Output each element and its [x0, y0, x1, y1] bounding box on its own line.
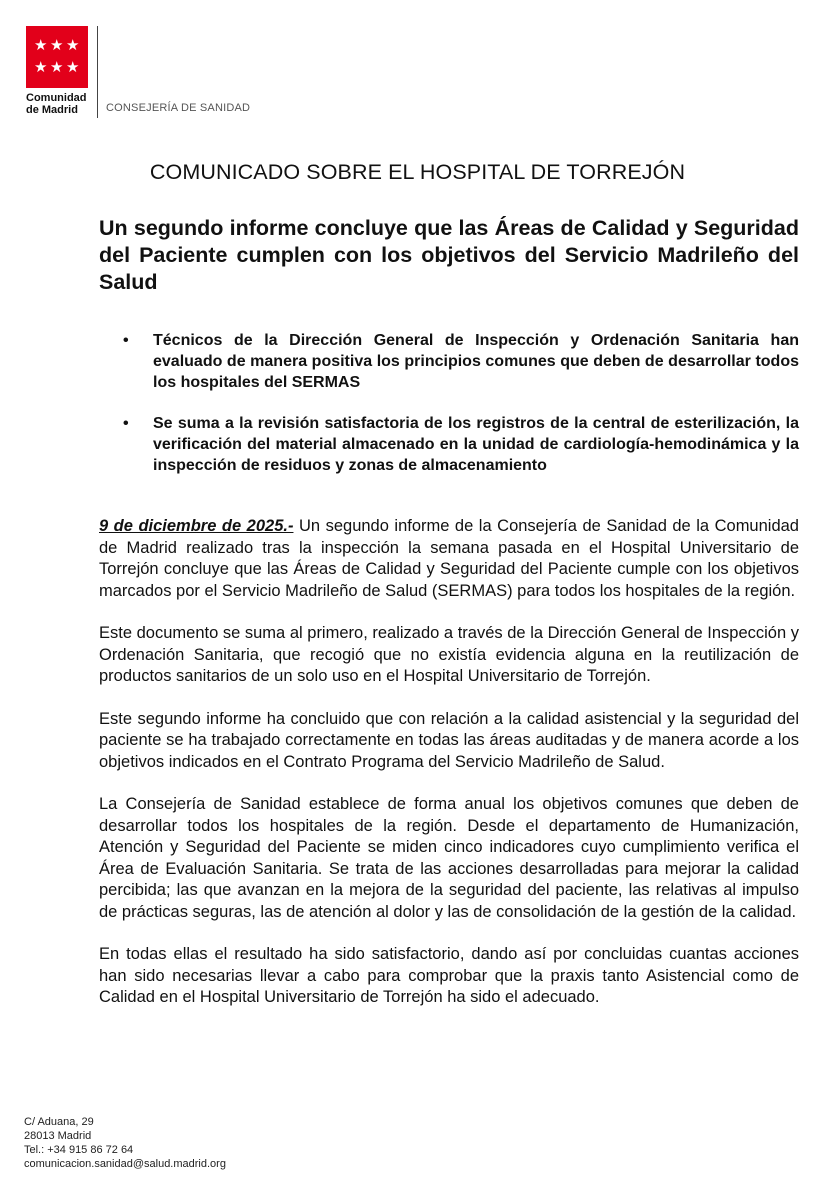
press-date: 9 de diciembre de 2025.-: [99, 517, 294, 535]
footer-city: 28013 Madrid: [24, 1130, 92, 1142]
paragraph-2: Este documento se suma al primero, realizado a través de la Dirección General de Inspección y Ordenación Sanitaria, que recogió que no existía evidencia alguna en la reutilización de productos sanitarios de un solo uso en el Hospital Universitario de Torrejón.: [99, 624, 799, 685]
paragraph-3: Este segundo informe ha concluido que con relación a la calidad asistencial y la seguridad del paciente se ha trabajado correctamente en todas las áreas auditadas y de manera acorde a los objetivos indicados en el Contrato Programa del Servicio Madrileño de Salud.: [99, 709, 799, 771]
header-divider: [97, 26, 98, 118]
document-body: [99, 516, 799, 1030]
logo-text: [26, 92, 90, 116]
bullet-icon: •: [123, 415, 129, 432]
summary-bullets: [123, 330, 799, 496]
bullet-item: [123, 330, 799, 393]
bullet-text: Técnicos de la Dirección General de Inspección y Ordenación Sanitaria han evaluado de manera positiva los principios comunes que deben de desarrollar todos los hospitales del SERMAS: [153, 332, 799, 391]
comunidad-madrid-logo: [26, 26, 90, 116]
footer-address: C/ Aduana, 29: [24, 1116, 94, 1128]
logo-line-2: de Madrid: [26, 104, 78, 116]
footer-contact: [24, 1115, 226, 1171]
headline: Un segundo informe concluye que las Áreas de Calidad y Seguridad del Paciente cumplen con los objetivos del Servicio Madrileño del Salud: [99, 216, 799, 294]
paragraph-1: [99, 516, 799, 602]
bullet-icon: •: [123, 332, 129, 349]
document-title: COMUNICADO SOBRE EL HOSPITAL DE TORREJÓN: [149, 160, 686, 184]
footer-phone: Tel.: +34 915 86 72 64: [24, 1144, 134, 1156]
bullet-text: Se suma a la revisión satisfactoria de los registros de la central de esterilización, la verificación del material almacenado en la unidad de cardiología-hemodinámica y la inspección de residuos y zonas de almacenamiento: [153, 415, 799, 474]
bullet-item: [123, 413, 799, 476]
footer-email: comunicacion.sanidad@salud.madrid.org: [24, 1158, 226, 1170]
madrid-flag-icon: ★ ★ ★ ★ ★ ★: [26, 26, 88, 88]
logo-line-1: Comunidad: [26, 92, 87, 104]
department-name: CONSEJERÍA DE SANIDAD: [106, 102, 251, 114]
paragraph-1-text: Un segundo informe de la Consejería de Sanidad de la Comunidad de Madrid realizado tras la inspección la semana pasada en el Hospital Universitario de Torrejón concluye que las Áreas de Calidad y Seguridad del Paciente cumple con los objetivos marcados por el Servicio Madrileño de Salud (SERMAS) para todos los hospitales de la región.: [99, 517, 799, 600]
paragraph-5: En todas ellas el resultado ha sido satisfactorio, dando así por concluidas cuantas acciones han sido necesarias llevar a cabo para comprobar que la praxis tanto Asistencial como de Calidad en el Hospital Universitario de Torrejón ha sido el adecuado.: [99, 945, 799, 1006]
paragraph-4: La Consejería de Sanidad establece de forma anual los objetivos comunes que deben de desarrollar todos los hospitales de la región. Desde el departamento de Humanización, Atención y Seguridad del Paciente se miden cinco indicadores cuyo cumplimiento verifica el Área de Evaluación Sanitaria. Se trata de las acciones desarrolladas para mejorar la calidad percibida; las que avanzan en la mejora de la seguridad del paciente, las relativas al impulso de prácticas seguras, las de atención al dolor y las de consolidación de la gestión de la calidad.: [99, 795, 799, 921]
